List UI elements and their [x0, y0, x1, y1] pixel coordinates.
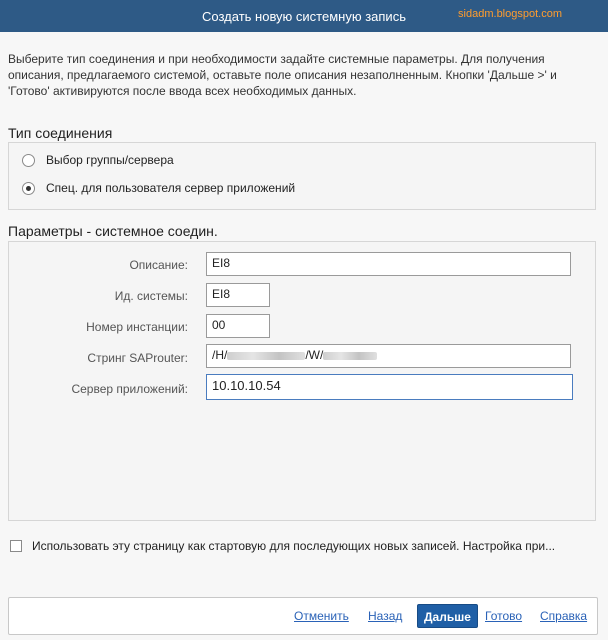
- params-title: Параметры - системное соедин.: [8, 223, 218, 239]
- saprouter-redacted-host: [227, 352, 305, 360]
- startup-checkbox-label: Использовать эту страницу как стартовую для последующих новых записей. Настройка при...: [32, 539, 556, 553]
- title-bar: [0, 0, 608, 32]
- radio-group-server-button[interactable]: [22, 154, 35, 167]
- instance-number-label: Номер инстанции:: [86, 320, 188, 334]
- finish-button[interactable]: Готово: [485, 609, 523, 623]
- help-button[interactable]: Справка: [540, 609, 588, 623]
- radio-app-server-label: Спец. для пользователя сервер приложений: [46, 181, 296, 195]
- app-server-field[interactable]: 10.10.10.54: [206, 374, 573, 400]
- button-bar: [8, 597, 598, 635]
- connection-type-title: Тип соединения: [8, 125, 113, 141]
- cancel-button[interactable]: Отменить: [294, 609, 349, 623]
- system-id-field[interactable]: EI8: [206, 283, 270, 307]
- window-title: Создать новую системную запись: [202, 9, 406, 24]
- saprouter-field[interactable]: [206, 344, 571, 368]
- radio-group-server-label: Выбор группы/сервера: [46, 153, 174, 167]
- saprouter-redacted-password: [323, 352, 377, 360]
- watermark: sidadm.blogspot.com: [458, 8, 562, 20]
- startup-checkbox-row[interactable]: [10, 539, 555, 553]
- radio-app-server-button[interactable]: [22, 182, 35, 195]
- back-button[interactable]: Назад: [368, 609, 403, 623]
- saprouter-prefix: /H/: [212, 348, 228, 362]
- saprouter-middle: /W/: [305, 348, 324, 362]
- intro-text: Выберите тип соединения и при необходимости задайте системные параметры. Для получения описания, предлагаемого системой, оставьте поле описания незаполненным. Кнопки 'Дальше >' и 'Готово' активируются после ввода всех необходимых данных.: [8, 52, 557, 98]
- next-button[interactable]: Дальше: [417, 604, 478, 628]
- description-field[interactable]: EI8: [206, 252, 571, 276]
- instance-number-field[interactable]: 00: [206, 314, 270, 338]
- startup-checkbox[interactable]: [10, 540, 22, 552]
- radio-app-server[interactable]: [22, 180, 295, 196]
- system-id-label: Ид. системы:: [114, 289, 188, 303]
- saprouter-label: Стринг SAProuter:: [87, 351, 188, 365]
- description-label: Описание:: [129, 258, 188, 272]
- app-server-label: Сервер приложений:: [71, 382, 188, 396]
- radio-group-server[interactable]: [22, 152, 174, 168]
